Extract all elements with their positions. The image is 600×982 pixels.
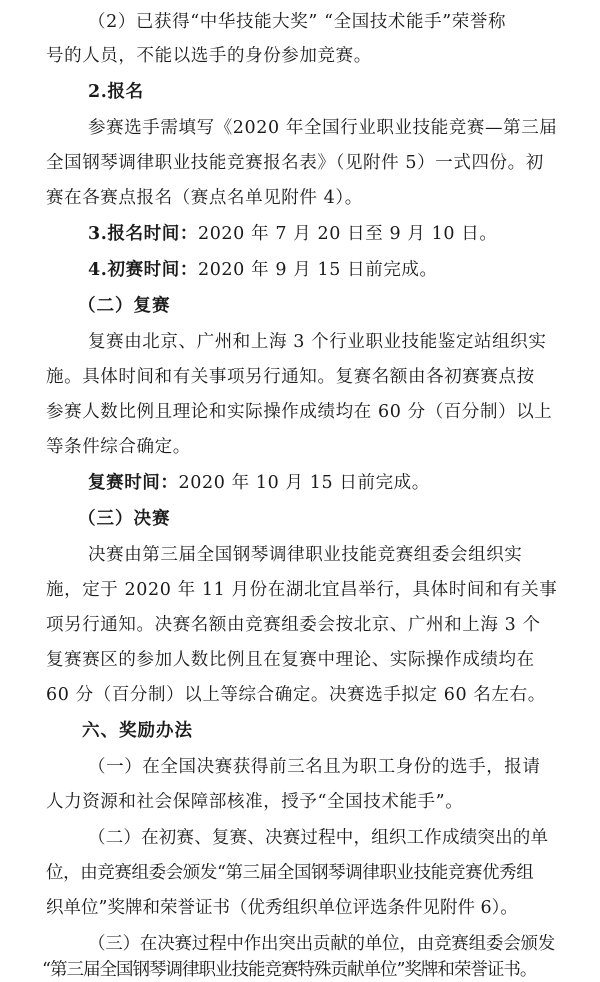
text-line: “第三届全国钢琴调律职业技能竞赛特殊贡献单位”奖牌和荣誉证书。 <box>42 960 537 980</box>
section-heading: 2.报名 <box>88 82 144 102</box>
text-line: （二）在初赛、复赛、决赛过程中，组织工作成绩突出的单 <box>88 828 549 848</box>
text-line: 施。具体时间和有关事项另行通知。复赛名额由各初赛赛点按 <box>46 367 535 387</box>
preliminary-time <box>88 258 438 282</box>
text-line: 参赛人数比例且理论和实际操作成绩均在 60 分（百分制）以上 <box>46 402 553 422</box>
semifinal-time-value: 2020 年 10 月 15 日前完成。 <box>178 473 430 493</box>
text-line: 人力资源和社会保障部核准，授予“全国技术能手”。 <box>46 792 464 812</box>
text-line: 60 分（百分制）以上等综合确定。决赛选手拟定 60 名左右。 <box>46 685 546 705</box>
section-heading: （三）决赛 <box>78 509 171 529</box>
semifinal-time-label: 复赛时间： <box>88 473 179 493</box>
section-heading: （二）复赛 <box>78 296 171 316</box>
text-line: 等条件综合确定。 <box>46 437 191 457</box>
text-line: 织单位”奖牌和荣誉证书（优秀组织单位评选条件见附件 6）。 <box>46 898 518 918</box>
preliminary-time-label: 4.初赛时间： <box>88 260 198 280</box>
text-line: 施，定于 2020 年 11 月份在湖北宜昌举行，具体时间和有关事 <box>46 580 558 600</box>
text-line: 位，由竞赛组委会颁发“第三届全国钢琴调律职业技能竞赛优秀组 <box>46 863 534 883</box>
text-line: 全国钢琴调律职业技能竞赛报名表》（见附件 5）一式四份。初 <box>46 153 544 173</box>
registration-time <box>88 222 497 246</box>
text-line: 复赛由北京、广州和上海 3 个行业职业技能鉴定站组织实 <box>88 332 547 352</box>
text-line: 参赛选手需填写《2020 年全国行业职业技能竞赛—第三届 <box>88 118 558 138</box>
semifinal-time <box>88 471 430 495</box>
text-line: 赛在各赛点报名（赛点名单见附件 4）。 <box>46 188 363 208</box>
registration-time-value: 2020 年 7 月 20 日至 9 月 10 日。 <box>197 224 498 244</box>
registration-time-label: 3.报名时间： <box>88 224 198 244</box>
section-heading: 六、奖励办法 <box>82 721 193 741</box>
text-line: （三）在决赛过程中作出突出贡献的单位，由竞赛组委会颁发 <box>88 934 556 954</box>
text-line: 号的人员，不能以选手的身份参加竞赛。 <box>46 46 372 66</box>
text-line: （2）已获得“中华技能大奖” “全国技术能手”荣誉称 <box>88 12 507 32</box>
preliminary-time-value: 2020 年 9 月 15 日前完成。 <box>197 260 438 280</box>
text-line: 项另行通知。决赛名额由竞赛组委会按北京、广州和上海 3 个 <box>46 615 541 635</box>
text-line: 复赛赛区的参加人数比例且在复赛中理论、实际操作成绩均在 <box>46 650 535 670</box>
text-line: （一）在全国决赛获得前三名且为职工身份的选手，报请 <box>88 757 541 777</box>
text-line: 决赛由第三届全国钢琴调律职业技能竞赛组委会组织实 <box>88 545 523 565</box>
